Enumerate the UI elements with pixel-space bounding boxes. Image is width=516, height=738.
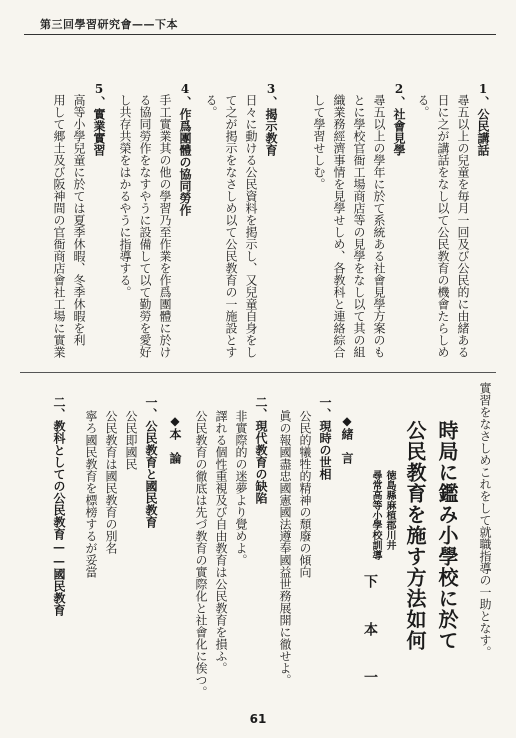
top-line-9: して學習せしむ。 (312, 94, 326, 190)
top-line-3: 日に之が講話をなし以て公民教育の機會たらしめ (436, 94, 450, 358)
top-line-13: る。 (204, 94, 218, 118)
bottom-line-7: 譯れる個性重視及び自由教育は公民教育を損ふ。 (214, 410, 228, 674)
page-number: 61 (249, 712, 267, 726)
intro-line: 實習をなさしめこれをして就職指導の一助となす。 (478, 382, 492, 658)
author-affiliation-2: 尋常高等小學校訓導 (370, 470, 381, 560)
top-line-14: 4、作爲團體の協同勞作 (178, 82, 192, 216)
title-line-1: 時局に鑑み小學校に於て (435, 420, 459, 651)
top-line-2: 尋五以上の兒童を毎月一回及び公民的に由緒ある (456, 94, 470, 358)
top-line-8: 織業務經濟事情を見學せしめ、各教科と連絡綜合 (332, 94, 346, 358)
bottom-line-5: 二、現代教育の缺陷 (254, 396, 268, 504)
top-line-20: 用して郷土及び阪神間の官衙商店會社工場に實業 (52, 94, 66, 358)
top-line-12: て之が掲示をなさしめ以て公民教育の一施設とす (224, 94, 238, 358)
bottom-line-10: 一、公民教育と國民教育 (144, 396, 158, 528)
header-rule (24, 34, 496, 35)
heading-introduction: ◆緒 言 (340, 414, 354, 464)
top-line-11: 日々に動ける公民資料を掲示し、又兒童自身をし (244, 94, 258, 358)
bottom-line-8: 公民教育の徹底は先づ教育の實際化と社會化に俟つ。 (194, 410, 208, 698)
running-header: 第三回學習研究會——下本 (40, 18, 178, 31)
top-line-15: 手工實業其の他の學習乃至作業を作爲團體に於け (158, 94, 172, 358)
bottom-line-14: 二、教科としての公民教育——國民教育 (52, 396, 66, 616)
top-line-17: し共存共榮をはかるやうに指導する。 (118, 94, 132, 298)
bottom-line-6: 非實際的の迷夢より覺めよ。 (234, 410, 248, 566)
top-line-6: 尋五以上の學年に於て系統ある社會見學方案のも (372, 94, 386, 358)
top-line-4: る。 (416, 94, 430, 118)
heading-main-discussion: ◆本 論 (168, 414, 182, 464)
top-line-7: とに學校官衙工場商店等の見學をなし以て其の組 (352, 94, 366, 358)
author-affiliation-1: 徳島縣麻植郡川井 (384, 470, 395, 550)
bottom-line-2: 一、現時の世相 (318, 396, 332, 480)
bottom-line-13: 寧ろ國民教育を標榜するが妥當 (84, 410, 98, 578)
top-line-5: 2、社會見學 (392, 82, 406, 156)
bottom-line-3: 公民的犧牲的精神の頹廢の傾向 (298, 410, 312, 578)
bottom-line-12: 公民教育は國民教育の別名 (104, 410, 118, 554)
top-line-10: 3、揭示教育 (264, 82, 278, 156)
author-name: 下 本 一 (362, 574, 378, 694)
section-divider (20, 372, 496, 373)
top-line-19: 高等小學兒童に於ては夏季休暇、冬季休暇を利 (72, 94, 86, 346)
bottom-line-4: 眞の報國盡忠國憲國法遵奉國益世務展開に徹せよ。 (278, 410, 292, 686)
top-line-18: 5、實業實習 (92, 82, 106, 156)
top-line-16: る協同勞作をなすやうに設備して以て勤勞を愛好 (138, 94, 152, 358)
top-line-1: 1、公民講話 (476, 82, 490, 156)
bottom-line-11: 公民即國民 (124, 410, 138, 470)
title-line-2: 公民教育を施す方法如何 (403, 420, 427, 651)
